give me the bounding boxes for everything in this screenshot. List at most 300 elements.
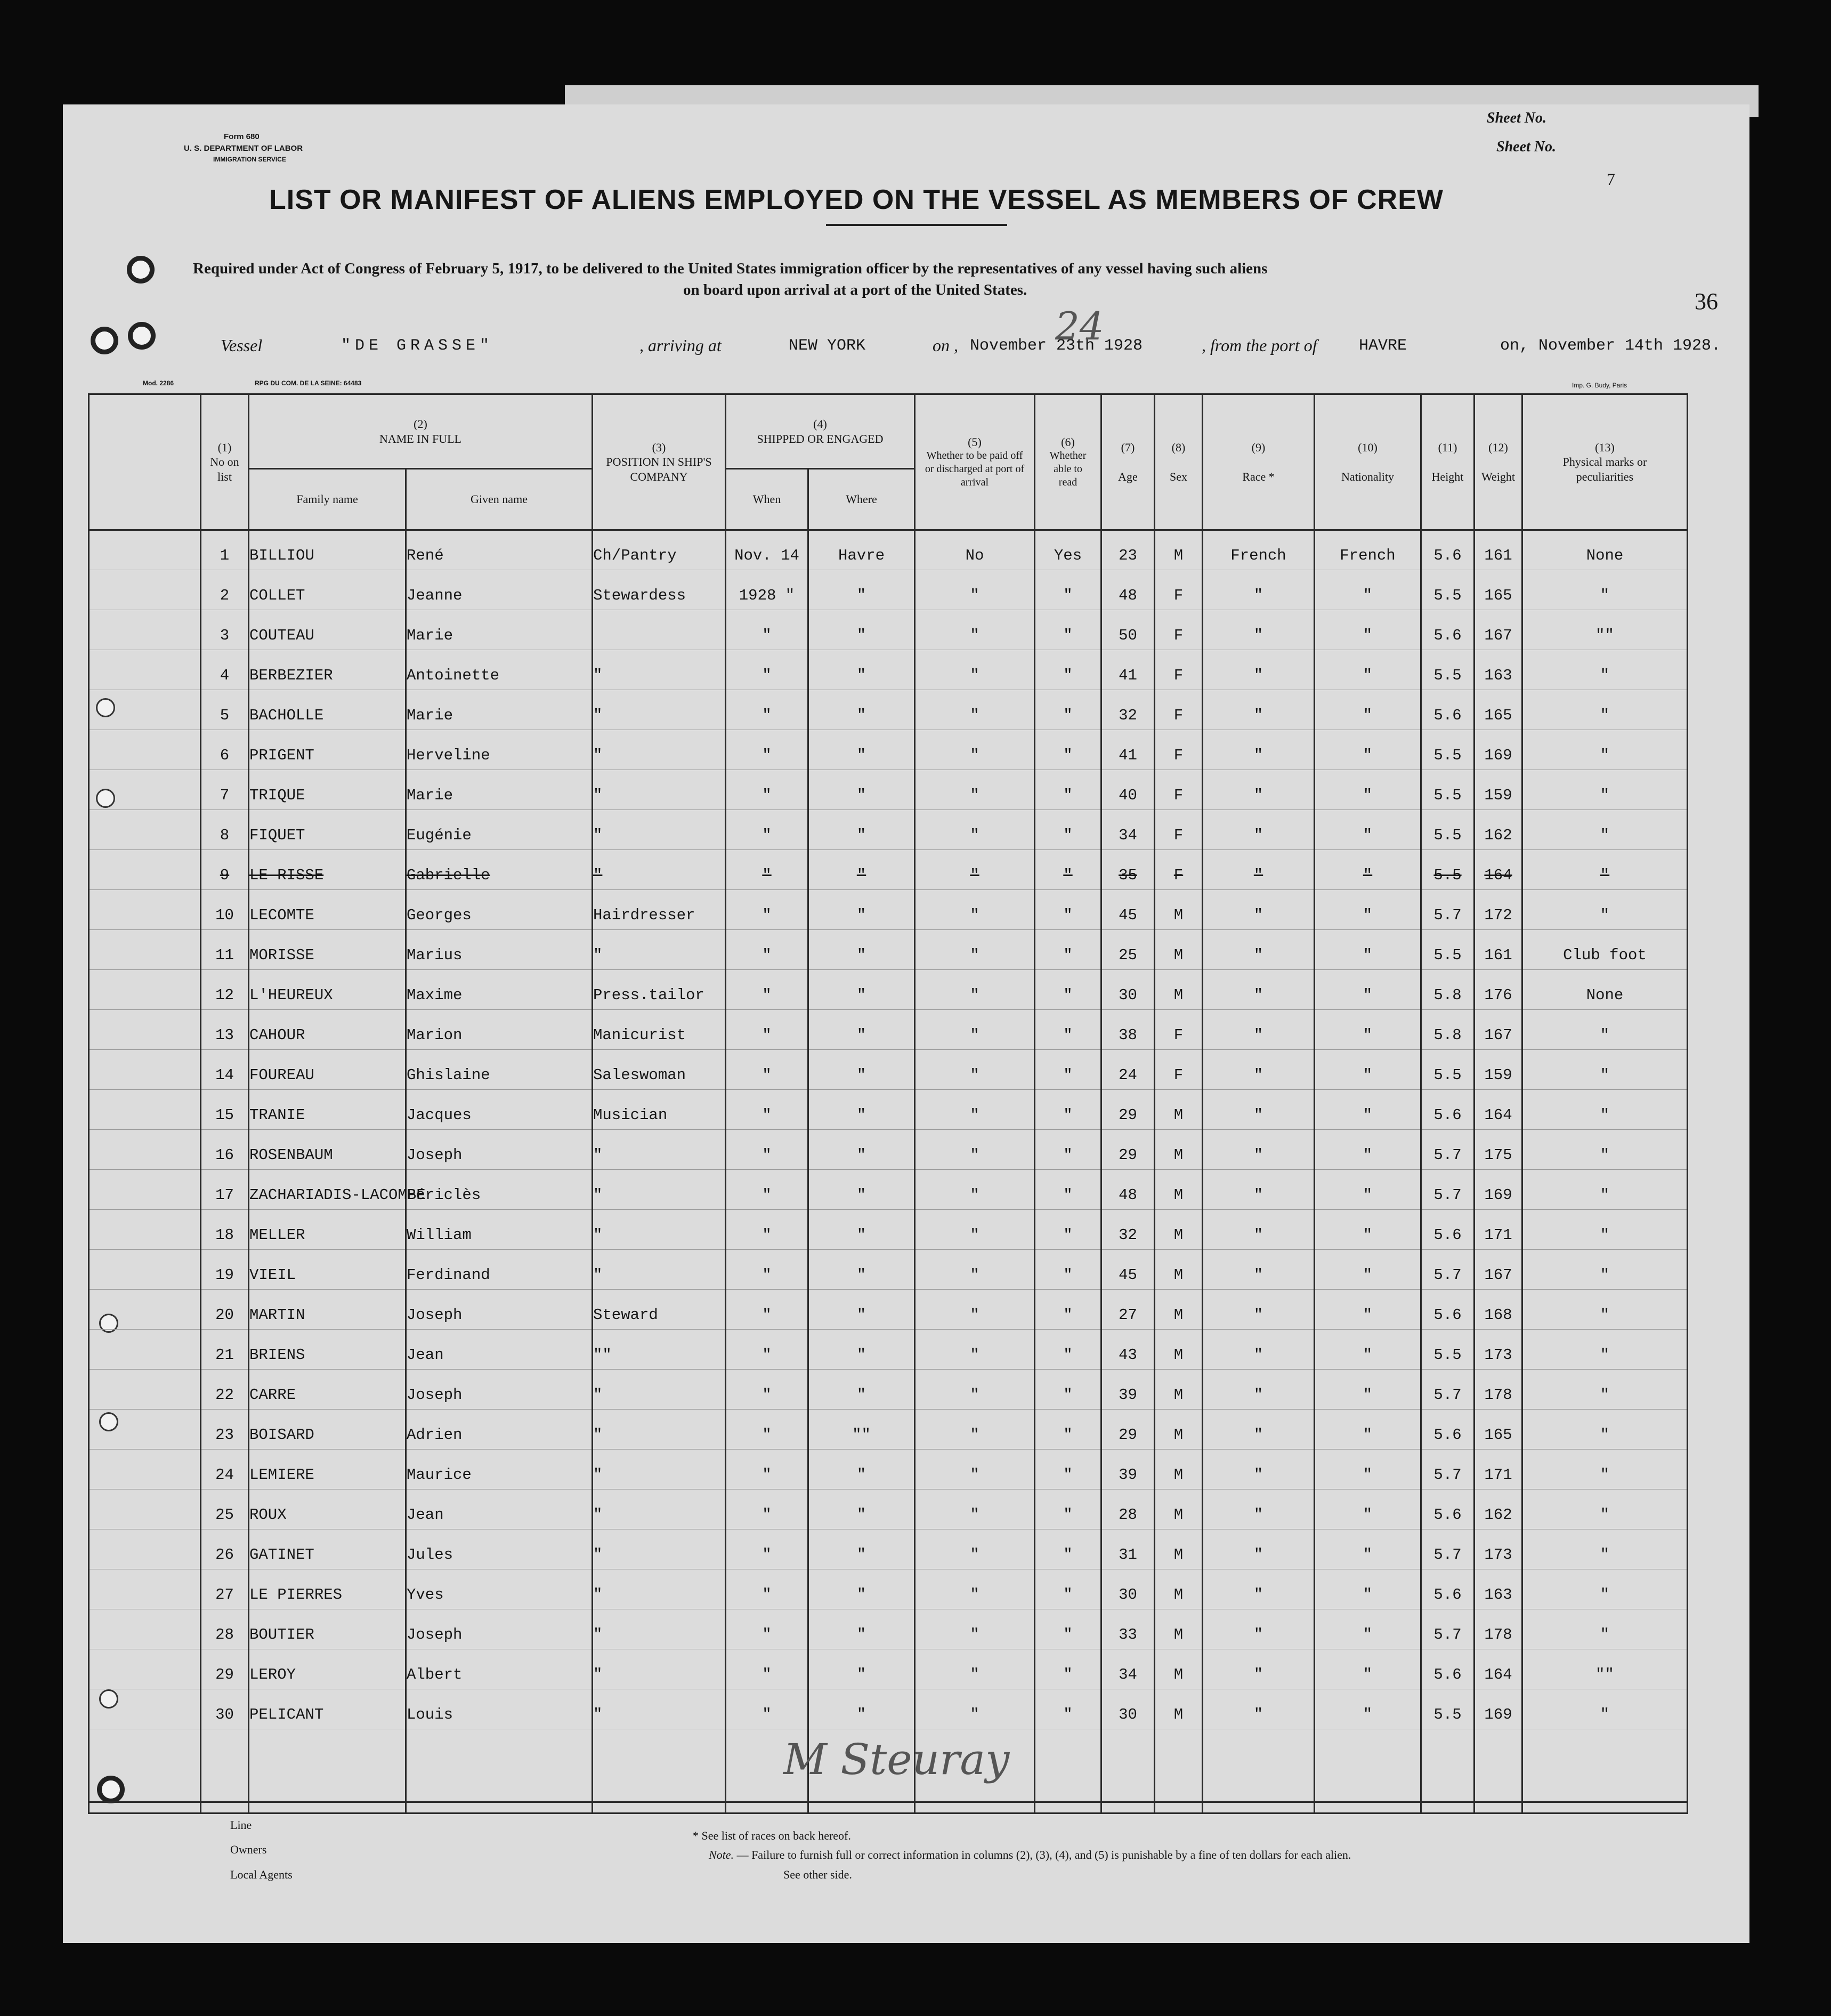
able-to-read: " [1035,1130,1101,1170]
table-row [89,1569,1688,1609]
physical-marks: " [1522,1370,1688,1410]
race: " [1203,1489,1315,1529]
paid-off: " [915,930,1035,970]
nationality: " [1315,690,1421,730]
age: 33 [1101,1609,1155,1649]
physical-marks: " [1522,1689,1688,1729]
given-name: Ghislaine [406,1050,593,1090]
sex: M [1155,1529,1203,1569]
physical-marks: " [1522,1450,1688,1489]
family-name: BERBEZIER [249,650,406,690]
position: " [593,650,726,690]
nationality: " [1315,650,1421,690]
given-name: Eugénie [406,810,593,850]
position: " [593,810,726,850]
paid-off: " [915,770,1035,810]
nationality: " [1315,1689,1421,1729]
header-when: When [726,469,808,530]
family-name: PRIGENT [249,730,406,770]
family-name: MARTIN [249,1290,406,1330]
row-number: 3 [201,610,249,650]
paid-off: " [915,570,1035,610]
weight: 165 [1474,690,1522,730]
nationality: " [1315,810,1421,850]
race: " [1203,1210,1315,1250]
paid-off: " [915,1529,1035,1569]
given-name: Jacques [406,1090,593,1130]
paid-off: " [915,1649,1035,1689]
position: Musician [593,1090,726,1130]
age: 50 [1101,610,1155,650]
family-name: LE PIERRES [249,1569,406,1609]
position: " [593,930,726,970]
header-height: (11) Height [1421,394,1474,530]
on-label: on , [933,336,958,355]
shipped-where: " [808,1370,915,1410]
weight: 159 [1474,770,1522,810]
paid-off: " [915,610,1035,650]
shipped-when: " [726,1609,808,1649]
weight: 173 [1474,1330,1522,1370]
physical-marks: " [1522,1090,1688,1130]
race: " [1203,1689,1315,1729]
weight: 178 [1474,1609,1522,1649]
table-row [89,1450,1688,1489]
sex: F [1155,610,1203,650]
header-family-name: Family name [249,469,406,530]
able-to-read: " [1035,930,1101,970]
nationality: " [1315,1250,1421,1290]
nationality: " [1315,1649,1421,1689]
given-name: Adrien [406,1410,593,1450]
race: " [1203,1649,1315,1689]
row-number: 9 [201,850,249,890]
able-to-read: " [1035,770,1101,810]
race: " [1203,1050,1315,1090]
given-name: René [406,530,593,570]
table-row [89,530,1688,570]
family-name: LEROY [249,1649,406,1689]
margin-cell [89,1290,201,1330]
paid-off: " [915,850,1035,890]
table-row [89,1689,1688,1729]
race: " [1203,1130,1315,1170]
nationality: " [1315,570,1421,610]
able-to-read: " [1035,1210,1101,1250]
height: 5.7 [1421,1130,1474,1170]
paid-off: " [915,1330,1035,1370]
paid-off: " [915,1450,1035,1489]
position: Steward [593,1290,726,1330]
shipped-where: " [808,610,915,650]
shipped-when: " [726,610,808,650]
position: Hairdresser [593,890,726,930]
table-row [89,770,1688,810]
able-to-read: " [1035,850,1101,890]
shipped-when: " [726,1649,808,1689]
physical-marks: " [1522,1170,1688,1210]
shipped-when: " [726,970,808,1010]
physical-marks: " [1522,1410,1688,1450]
row-number: 24 [201,1450,249,1489]
shipped-where: " [808,1050,915,1090]
family-name: FOUREAU [249,1050,406,1090]
position: " [593,1450,726,1489]
race: " [1203,730,1315,770]
physical-marks: " [1522,730,1688,770]
paid-off: " [915,1210,1035,1250]
given-name: Antoinette [406,650,593,690]
given-name: Jules [406,1529,593,1569]
punch-hole [91,327,118,354]
height: 5.7 [1421,1170,1474,1210]
sex: F [1155,1050,1203,1090]
header-name: (2) NAME IN FULL [249,394,593,469]
weight: 161 [1474,530,1522,570]
given-name: Joseph [406,1290,593,1330]
shipped-where: " [808,1290,915,1330]
nationality: " [1315,1290,1421,1330]
arriving-label: , arriving at [639,336,722,355]
physical-marks: " [1522,1569,1688,1609]
weight: 169 [1474,1170,1522,1210]
nationality: " [1315,1010,1421,1050]
physical-marks: " [1522,690,1688,730]
age: 41 [1101,730,1155,770]
nationality: " [1315,1170,1421,1210]
race: " [1203,1290,1315,1330]
race: " [1203,610,1315,650]
sex: F [1155,730,1203,770]
able-to-read: " [1035,1370,1101,1410]
weight: 167 [1474,1250,1522,1290]
height: 5.6 [1421,1569,1474,1609]
family-name: GATINET [249,1529,406,1569]
nationality: " [1315,970,1421,1010]
table-row [89,1010,1688,1050]
margin-cell [89,1609,201,1649]
header-no: (1) No on list [201,394,249,530]
sheet-label-2: Sheet No. [1496,139,1556,155]
sex: M [1155,1609,1203,1649]
race: " [1203,810,1315,850]
family-name: BOISARD [249,1410,406,1450]
age: 48 [1101,1170,1155,1210]
weight: 176 [1474,970,1522,1010]
given-name: Marie [406,690,593,730]
margin-cell [89,1370,201,1410]
owners-label: Owners [230,1843,267,1856]
shipped-when: " [726,650,808,690]
weight: 172 [1474,890,1522,930]
table-row [89,1489,1688,1529]
able-to-read: " [1035,570,1101,610]
nationality: " [1315,930,1421,970]
row-number: 17 [201,1170,249,1210]
paid-off: " [915,1050,1035,1090]
margin-cell [89,890,201,930]
position: " [593,1250,726,1290]
weight: 167 [1474,610,1522,650]
physical-marks: " [1522,890,1688,930]
margin-cell [89,1689,201,1729]
row-number: 13 [201,1010,249,1050]
margin-cell [89,1050,201,1090]
shipped-when: " [726,1489,808,1529]
nationality: " [1315,730,1421,770]
paid-off: " [915,1370,1035,1410]
position: " [593,770,726,810]
able-to-read: " [1035,1290,1101,1330]
header-margin [89,394,201,530]
paid-off: " [915,650,1035,690]
margin-cell [89,850,201,890]
table-row [89,970,1688,1010]
nationality: " [1315,1090,1421,1130]
paid-off: " [915,1569,1035,1609]
height: 5.6 [1421,1649,1474,1689]
position: " [593,1529,726,1569]
sheet-number: 7 [1607,169,1615,189]
margin-cell [89,650,201,690]
shipped-where: " [808,1010,915,1050]
shipped-when: " [726,1170,808,1210]
height: 5.5 [1421,770,1474,810]
shipped-where: " [808,930,915,970]
family-name: VIEIL [249,1250,406,1290]
from-label: , from the port of [1202,336,1317,355]
nationality: " [1315,1569,1421,1609]
nationality: " [1315,1330,1421,1370]
shipped-when: " [726,1050,808,1090]
paid-off: " [915,890,1035,930]
sex: M [1155,1170,1203,1210]
position: " [593,1609,726,1649]
vessel-name: "DE GRASSE" [341,337,494,355]
table-row [89,930,1688,970]
row-number: 29 [201,1649,249,1689]
height: 5.6 [1421,690,1474,730]
position: Press.tailor [593,970,726,1010]
able-to-read: " [1035,610,1101,650]
shipped-when: " [726,1370,808,1410]
sheet-label-1: Sheet No. [1487,110,1546,126]
margin-cell [89,530,201,570]
race: " [1203,970,1315,1010]
shipped-where: Havre [808,530,915,570]
shipped-where: " [808,1569,915,1609]
position: " [593,1130,726,1170]
able-to-read: " [1035,1250,1101,1290]
position: " [593,1649,726,1689]
family-name: ZACHARIADIS-LACOMBE [249,1170,406,1210]
height: 5.5 [1421,1330,1474,1370]
row-number: 6 [201,730,249,770]
position: Ch/Pantry [593,530,726,570]
paid-off: " [915,1689,1035,1729]
weight: 175 [1474,1130,1522,1170]
table-row [89,1410,1688,1450]
shipped-where: " [808,1450,915,1489]
shipped-when: " [726,1090,808,1130]
row-number: 21 [201,1330,249,1370]
header-marks: (13) Physical marks or peculiarities [1522,394,1688,530]
shipped-when: " [726,1689,808,1729]
height: 5.6 [1421,1290,1474,1330]
shipped-where: " [808,1330,915,1370]
punch-hole [127,256,155,284]
officer-signature: M Steuray [783,1735,1010,1784]
age: 31 [1101,1529,1155,1569]
table-row [89,1649,1688,1689]
race: " [1203,770,1315,810]
header-sex: (8) Sex [1155,394,1203,530]
row-number: 1 [201,530,249,570]
sex: M [1155,1130,1203,1170]
sex: M [1155,1250,1203,1290]
race: " [1203,1250,1315,1290]
shipped-when: " [726,1529,808,1569]
table-row [89,1330,1688,1370]
given-name: Joseph [406,1130,593,1170]
requirement-line-2: on board upon arrival at a port of the United States. [683,281,1027,298]
row-number: 23 [201,1410,249,1450]
paid-off: " [915,730,1035,770]
shipped-where: " [808,890,915,930]
margin-cell [89,610,201,650]
weight: 173 [1474,1529,1522,1569]
row-number: 26 [201,1529,249,1569]
weight: 164 [1474,1649,1522,1689]
nationality: " [1315,1130,1421,1170]
position: " [593,1489,726,1529]
age: 23 [1101,530,1155,570]
given-name: Marius [406,930,593,970]
sex: M [1155,1210,1203,1250]
race: " [1203,570,1315,610]
physical-marks: None [1522,970,1688,1010]
race: " [1203,1450,1315,1489]
paid-off: " [915,1489,1035,1529]
physical-marks: "" [1522,1649,1688,1689]
line-label: Line [230,1818,252,1832]
able-to-read: " [1035,890,1101,930]
weight: 163 [1474,650,1522,690]
table-row [89,650,1688,690]
paid-off: " [915,1609,1035,1649]
shipped-where: " [808,1609,915,1649]
shipped-when: Nov. 14 [726,530,808,570]
arrival-date-correction: 24 [1055,304,1104,349]
height: 5.5 [1421,730,1474,770]
position: "" [593,1330,726,1370]
row-number: 2 [201,570,249,610]
able-to-read: " [1035,1090,1101,1130]
able-to-read: " [1035,1010,1101,1050]
table-row [89,1210,1688,1250]
age: 24 [1101,1050,1155,1090]
sex: M [1155,1689,1203,1729]
header-nationality: (10) Nationality [1315,394,1421,530]
nationality: " [1315,1609,1421,1649]
departure-date: on, November 14th 1928. [1500,337,1721,355]
margin-cell [89,1569,201,1609]
able-to-read: " [1035,1569,1101,1609]
given-name: Herveline [406,730,593,770]
age: 30 [1101,1689,1155,1729]
shipped-when: " [726,690,808,730]
weight: 164 [1474,1090,1522,1130]
row-number: 16 [201,1130,249,1170]
shipped-where: " [808,1170,915,1210]
family-name: MORISSE [249,930,406,970]
age: 40 [1101,770,1155,810]
title-rule [826,224,1007,226]
sex: M [1155,1649,1203,1689]
given-name: Maxime [406,970,593,1010]
shipped-where: " [808,690,915,730]
physical-marks: " [1522,1050,1688,1090]
height: 5.7 [1421,890,1474,930]
mod-number: Mod. 2286 [143,379,174,387]
family-name: CARRE [249,1370,406,1410]
physical-marks: " [1522,1210,1688,1250]
height: 5.5 [1421,1050,1474,1090]
height: 5.6 [1421,1489,1474,1529]
row-number: 30 [201,1689,249,1729]
physical-marks: " [1522,770,1688,810]
shipped-when: " [726,1130,808,1170]
sex: M [1155,1370,1203,1410]
position: " [593,730,726,770]
physical-marks: " [1522,1250,1688,1290]
given-name: Albert [406,1649,593,1689]
sex: M [1155,1410,1203,1450]
shipped-where: " [808,810,915,850]
weight: 165 [1474,1410,1522,1450]
shipped-when: " [726,1250,808,1290]
table-row [89,610,1688,650]
age: 48 [1101,570,1155,610]
given-name: William [406,1210,593,1250]
race: " [1203,1170,1315,1210]
sex: F [1155,690,1203,730]
shipped-when: " [726,1210,808,1250]
height: 5.5 [1421,850,1474,890]
given-name: Jean [406,1330,593,1370]
given-name: Joseph [406,1370,593,1410]
row-number: 15 [201,1090,249,1130]
given-name: Marie [406,610,593,650]
race: " [1203,690,1315,730]
table-row [89,1130,1688,1170]
family-name: FIQUET [249,810,406,850]
family-name: L'HEUREUX [249,970,406,1010]
able-to-read: " [1035,1489,1101,1529]
height: 5.5 [1421,570,1474,610]
nationality: " [1315,770,1421,810]
age: 28 [1101,1489,1155,1529]
margin-cell [89,1210,201,1250]
sex: F [1155,770,1203,810]
position: " [593,850,726,890]
table-row [89,1370,1688,1410]
row-number: 28 [201,1609,249,1649]
table-row [89,1609,1688,1649]
shipped-where: " [808,1210,915,1250]
physical-marks: " [1522,570,1688,610]
height: 5.7 [1421,1250,1474,1290]
